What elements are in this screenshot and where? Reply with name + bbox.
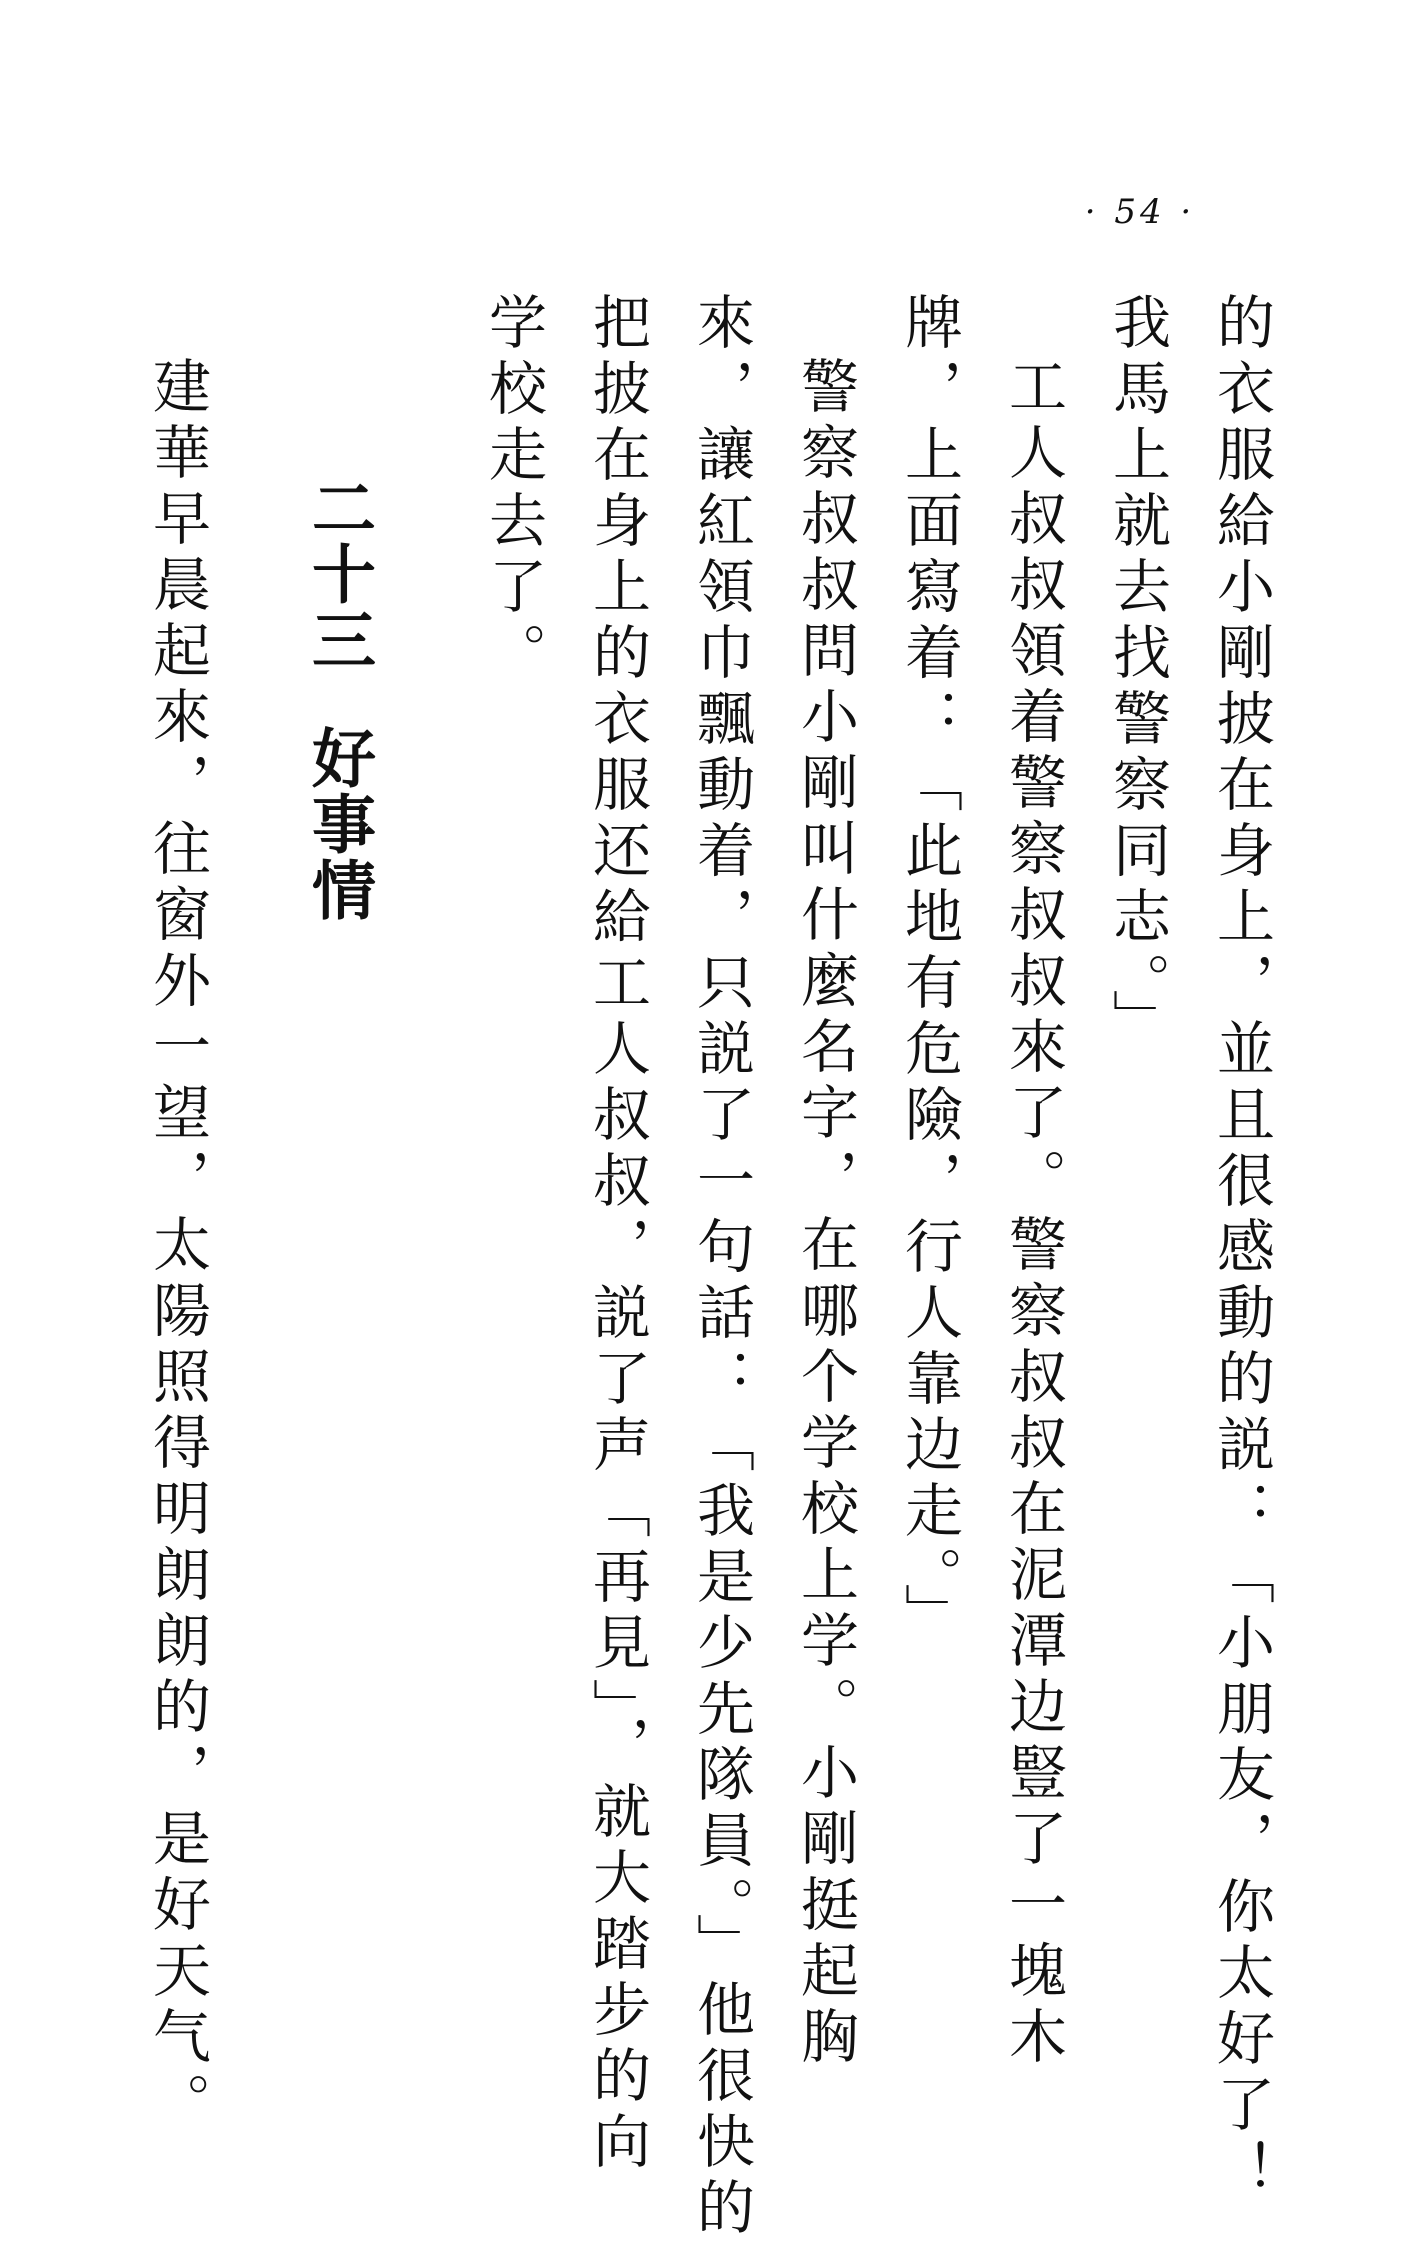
text-column-3: 工人叔叔領着警察叔叔來了。警察叔叔在泥潭边豎了一塊木 xyxy=(999,356,1067,2072)
text-column-4: 牌，上面寫着：「此地有危險，行人靠边走。」 xyxy=(895,292,963,1649)
text-column-2: 我馬上就去找警察同志。」 xyxy=(1103,292,1171,1055)
section-title: 好事情 xyxy=(301,725,376,923)
text-column-6: 來，讓紅領巾飄動着，只説了一句話：「我是少先隊員。」他很快的 xyxy=(687,292,755,2243)
text-column-7: 把披在身上的衣服还給工人叔叔，説了声「再見」，就大踏步的向 xyxy=(583,292,651,2177)
page-number: · 54 · xyxy=(1084,192,1196,232)
text-column-1: 的衣服給小剛披在身上，並且很感動的説：「小朋友，你太好了！ xyxy=(1207,292,1275,2206)
section-number: 二十三 xyxy=(301,475,376,673)
text-column-5: 警察叔叔問小剛叫什麼名字，在哪个学校上学。小剛挺起胸 xyxy=(791,356,859,2072)
text-column-8: 学校走去了。 xyxy=(479,292,547,688)
text-column-9: 建華早晨起來，往窗外一望，太陽照得明朗朗的，是好天气。 xyxy=(143,356,211,2138)
